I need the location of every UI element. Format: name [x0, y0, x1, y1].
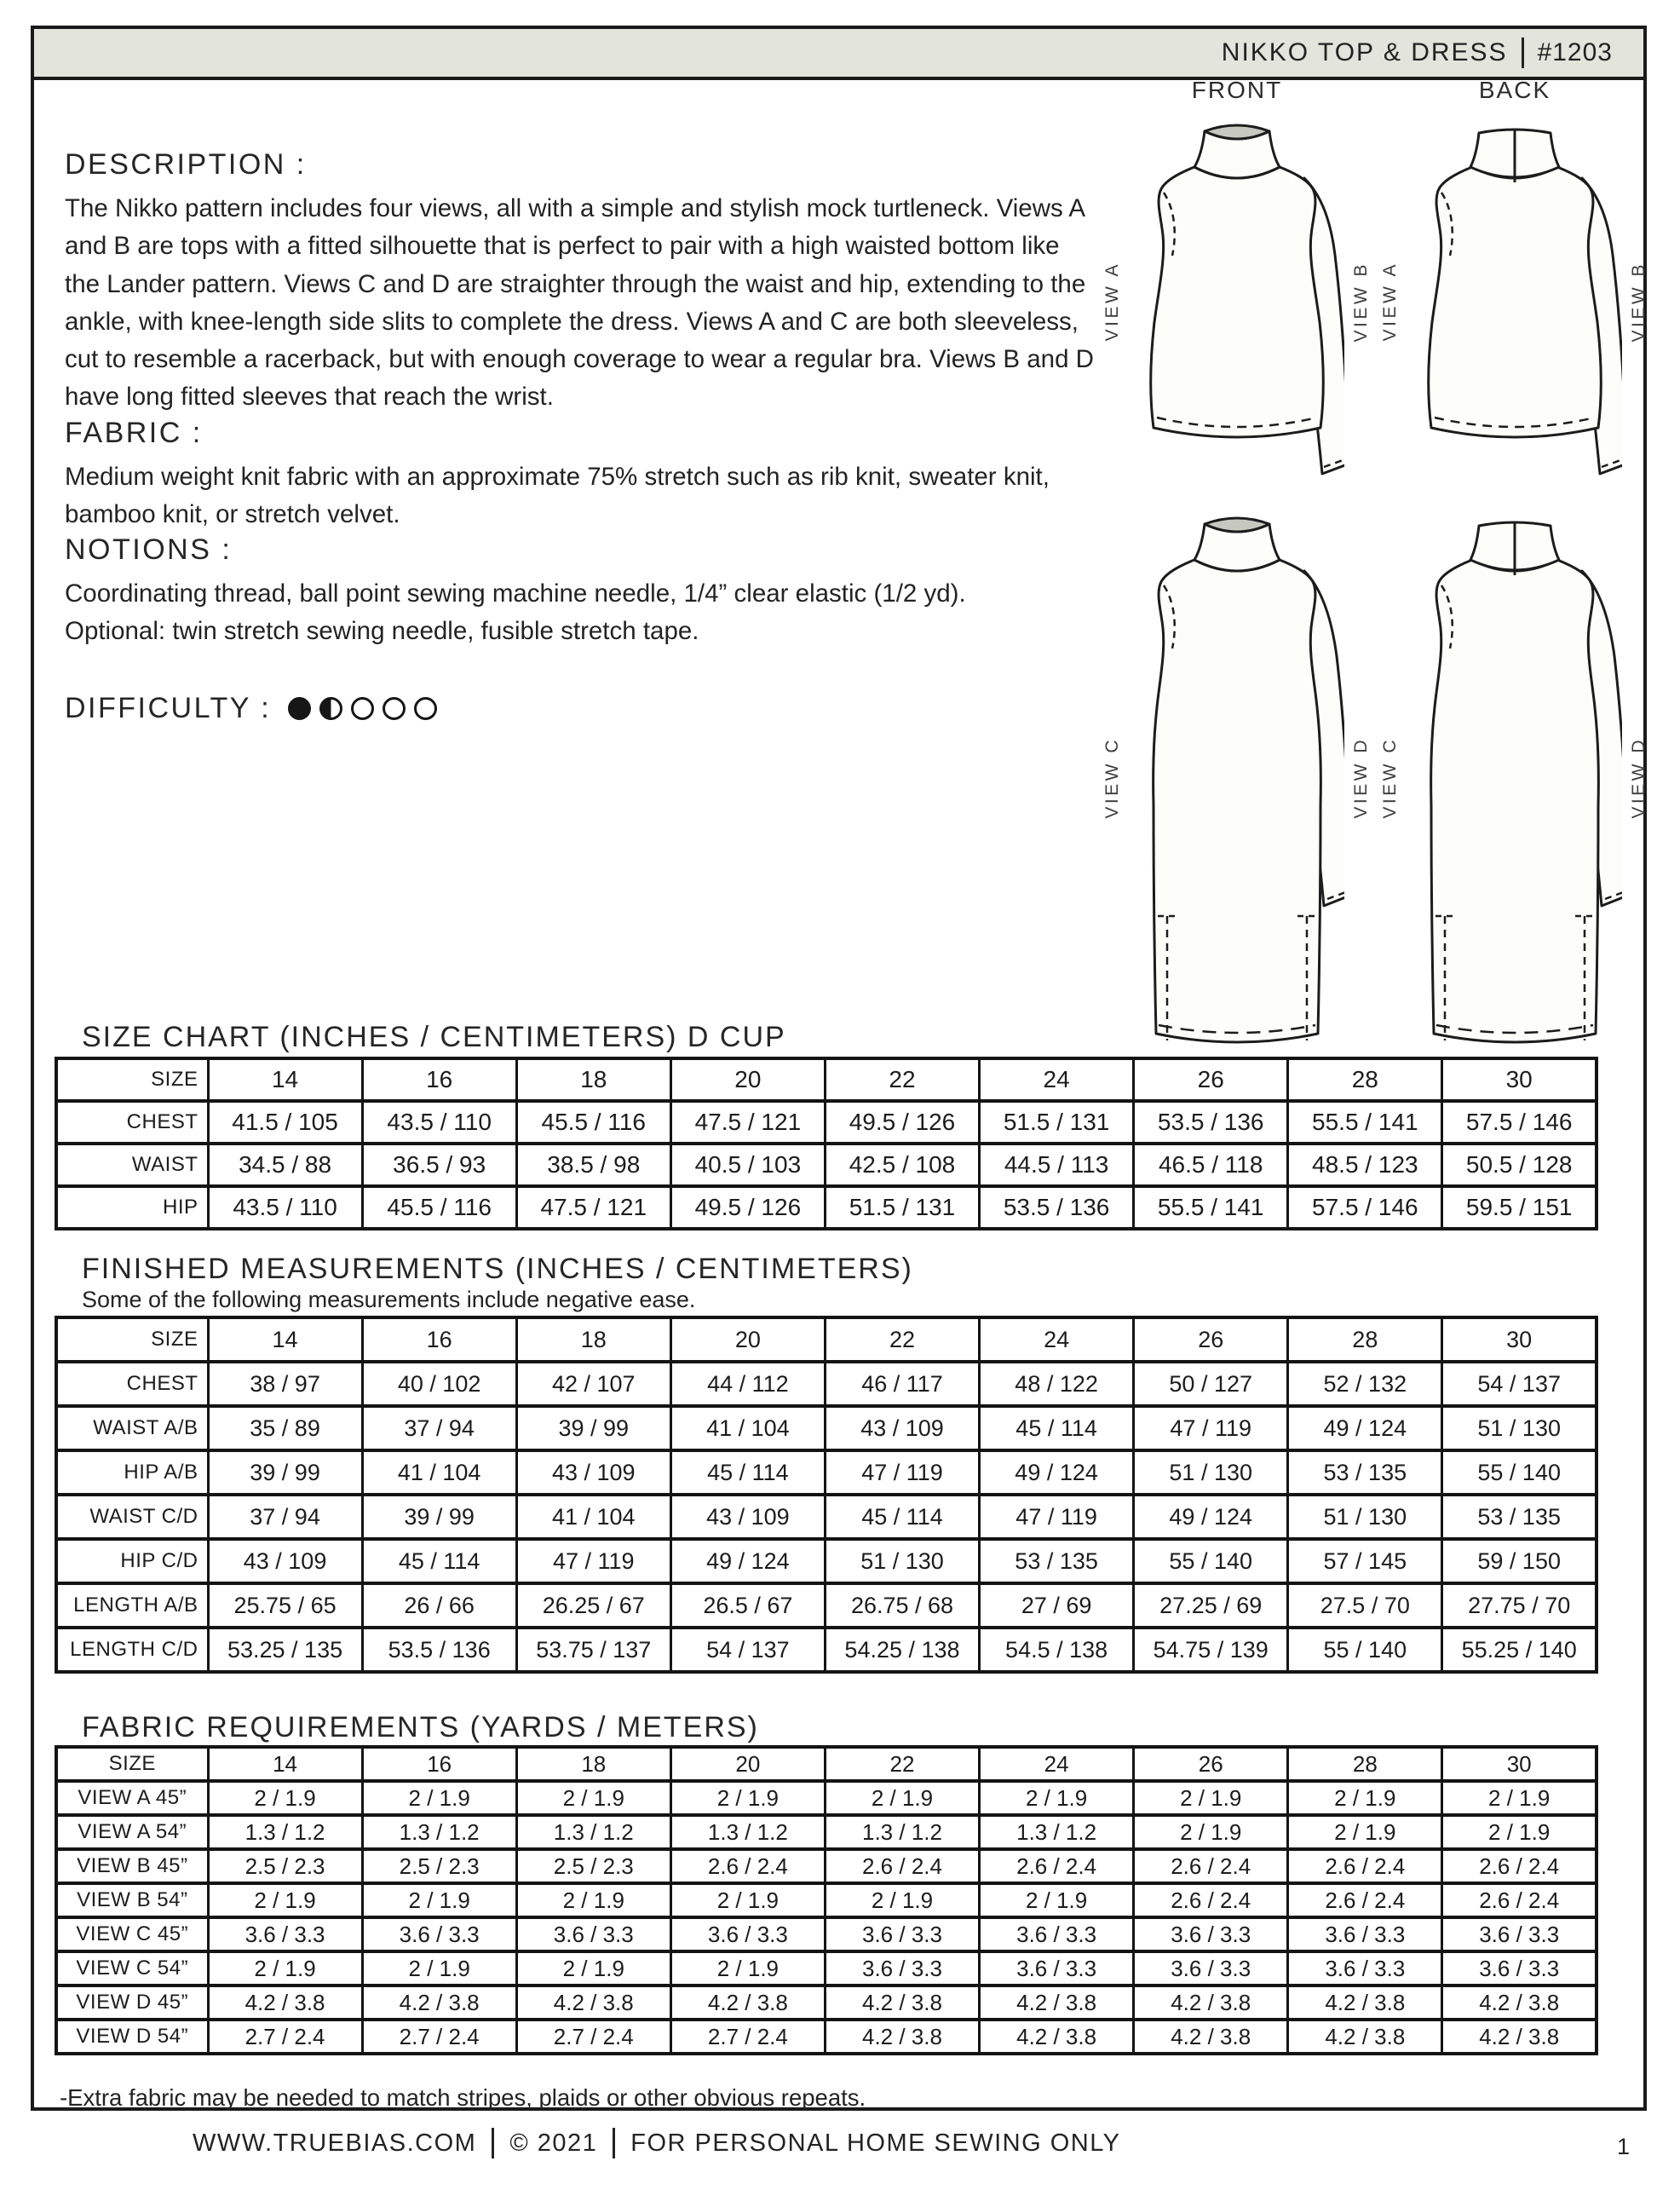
- table-cell: 22: [825, 1317, 979, 1362]
- table-row: [56, 1883, 1597, 1917]
- table-cell: 4.2 / 3.8: [1288, 1985, 1442, 2020]
- table-cell: 49 / 124: [1288, 1406, 1442, 1450]
- table-cell: 45 / 114: [362, 1539, 516, 1583]
- table-cell: 4.2 / 3.8: [1134, 2020, 1288, 2054]
- view-c-label: VIEW C: [1380, 737, 1400, 819]
- table-cell: 3.6 / 3.3: [980, 1917, 1134, 1951]
- top-front-drawing: [1130, 114, 1344, 502]
- table-cell: 3.6 / 3.3: [825, 1951, 979, 1985]
- table-cell: 4.2 / 3.8: [1442, 1985, 1597, 2020]
- table-cell: 40 / 102: [362, 1362, 516, 1406]
- fabric-requirements-title: FABRIC REQUIREMENTS (YARDS / METERS): [82, 1711, 759, 1743]
- row-label: VIEW C 54”: [56, 1951, 208, 1985]
- row-label: HIP A/B: [56, 1450, 208, 1495]
- dress-front-illustration: [1102, 507, 1371, 1069]
- table-cell: 24: [980, 1317, 1134, 1362]
- table-cell: 54.25 / 138: [825, 1628, 979, 1672]
- table-cell: 45 / 114: [825, 1495, 979, 1539]
- table-cell: 43 / 109: [670, 1495, 825, 1539]
- notions-text-line2: Optional: twin stretch sewing needle, fusible stretch tape.: [65, 617, 699, 646]
- table-cell: 4.2 / 3.8: [980, 1985, 1134, 2020]
- table-cell: 1.3 / 1.2: [825, 1815, 979, 1849]
- row-label: WAIST: [56, 1144, 208, 1186]
- table-cell: 2.6 / 2.4: [1134, 1883, 1288, 1917]
- table-cell: 2.6 / 2.4: [1442, 1883, 1597, 1917]
- table-row: [56, 1450, 1597, 1495]
- table-cell: 2 / 1.9: [362, 1951, 516, 1985]
- table-cell: 2.5 / 2.3: [516, 1849, 670, 1883]
- table-cell: 48.5 / 123: [1288, 1144, 1442, 1186]
- table-cell: 45.5 / 116: [362, 1186, 516, 1229]
- table-cell: 20: [670, 1317, 825, 1362]
- table-cell: 28: [1288, 1747, 1442, 1781]
- row-label: WAIST A/B: [56, 1406, 208, 1450]
- table-cell: 50 / 127: [1134, 1362, 1288, 1406]
- table-cell: 3.6 / 3.3: [1442, 1917, 1597, 1951]
- table-cell: 53.75 / 137: [516, 1628, 670, 1672]
- table-cell: 3.6 / 3.3: [980, 1951, 1134, 1985]
- table-cell: 51.5 / 131: [825, 1186, 979, 1229]
- size-chart-title: SIZE CHART (INCHES / CENTIMETERS) D CUP: [82, 1021, 786, 1053]
- view-a-label: VIEW A: [1380, 261, 1400, 341]
- table-cell: 4.2 / 3.8: [670, 1985, 825, 2020]
- table-cell: 40.5 / 103: [670, 1144, 825, 1186]
- table-cell: 39 / 99: [362, 1495, 516, 1539]
- table-cell: 2.6 / 2.4: [1288, 1883, 1442, 1917]
- header-band: [34, 29, 1643, 80]
- difficulty-dot-empty: [383, 697, 406, 720]
- table-cell: 41 / 104: [516, 1495, 670, 1539]
- table-cell: 27.75 / 70: [1442, 1583, 1597, 1628]
- table-row: [56, 1144, 1597, 1186]
- footer-divider: [613, 2128, 615, 2158]
- view-d-label: VIEW D: [1629, 737, 1648, 819]
- size-chart-table: [55, 1057, 1598, 1230]
- difficulty-dot-half: [319, 697, 342, 720]
- table-cell: 2 / 1.9: [516, 1951, 670, 1985]
- table-cell: 26: [1134, 1058, 1288, 1101]
- table-cell: 1.3 / 1.2: [980, 1815, 1134, 1849]
- table-cell: 4.2 / 3.8: [980, 2020, 1134, 2054]
- table-cell: 57.5 / 146: [1288, 1186, 1442, 1229]
- table-cell: 2.7 / 2.4: [516, 2020, 670, 2054]
- front-view-label: FRONT: [1191, 77, 1283, 103]
- row-label: VIEW D 45”: [56, 1985, 208, 2020]
- table-cell: 57 / 145: [1288, 1539, 1442, 1583]
- table-cell: 35 / 89: [208, 1406, 362, 1450]
- table-cell: 3.6 / 3.3: [516, 1917, 670, 1951]
- table-cell: 49.5 / 126: [825, 1101, 979, 1144]
- table-cell: 34.5 / 88: [208, 1144, 362, 1186]
- table-cell: 24: [980, 1747, 1134, 1781]
- table-cell: 38 / 97: [208, 1362, 362, 1406]
- table-row: [56, 1539, 1597, 1583]
- table-cell: 22: [825, 1058, 979, 1101]
- table-cell: 2 / 1.9: [1288, 1815, 1442, 1849]
- table-cell: 28: [1288, 1058, 1442, 1101]
- info-column: [65, 148, 1101, 725]
- table-cell: 2.5 / 2.3: [208, 1849, 362, 1883]
- table-cell: 53 / 135: [980, 1539, 1134, 1583]
- table-cell: 44.5 / 113: [980, 1144, 1134, 1186]
- table-cell: 2.6 / 2.4: [1288, 1849, 1442, 1883]
- table-cell: 2 / 1.9: [670, 1781, 825, 1815]
- table-cell: 2 / 1.9: [980, 1883, 1134, 1917]
- table-cell: 3.6 / 3.3: [1134, 1951, 1288, 1985]
- table-cell: 2.6 / 2.4: [825, 1849, 979, 1883]
- garment-illustrations: [1101, 77, 1653, 1125]
- view-d-label: VIEW D: [1351, 737, 1371, 819]
- footer-website: WWW.TRUEBIAS.COM: [193, 2129, 477, 2157]
- table-cell: 2 / 1.9: [1442, 1781, 1597, 1815]
- table-cell: 26.5 / 67: [670, 1583, 825, 1628]
- table-cell: 2.7 / 2.4: [670, 2020, 825, 2054]
- fabric-footnote: -Extra fabric may be needed to match stripes, plaids or other obvious repeats.: [60, 2084, 866, 2111]
- difficulty-dot-empty: [414, 697, 437, 720]
- table-cell: 43 / 109: [516, 1450, 670, 1495]
- table-cell: 2 / 1.9: [516, 1781, 670, 1815]
- table-cell: 4.2 / 3.8: [516, 1985, 670, 2020]
- table-cell: 18: [516, 1058, 670, 1101]
- table-cell: 53.5 / 136: [980, 1186, 1134, 1229]
- table-cell: 2 / 1.9: [1442, 1815, 1597, 1849]
- table-cell: 51 / 130: [1288, 1495, 1442, 1539]
- table-cell: 16: [362, 1317, 516, 1362]
- table-cell: 27.25 / 69: [1134, 1583, 1288, 1628]
- table-cell: 47 / 119: [1134, 1406, 1288, 1450]
- row-label: VIEW A 54”: [56, 1815, 208, 1849]
- table-cell: 51 / 130: [1134, 1450, 1288, 1495]
- table-row: [56, 1747, 1597, 1781]
- table-cell: 45 / 114: [670, 1450, 825, 1495]
- table-cell: 39 / 99: [208, 1450, 362, 1495]
- table-cell: 54.5 / 138: [980, 1628, 1134, 1672]
- finished-measurements-title: FINISHED MEASUREMENTS (INCHES / CENTIMETERS): [82, 1253, 913, 1285]
- size-header-label: SIZE: [56, 1747, 208, 1781]
- table-cell: 42.5 / 108: [825, 1144, 979, 1186]
- table-cell: 43 / 109: [208, 1539, 362, 1583]
- table-cell: 1.3 / 1.2: [516, 1815, 670, 1849]
- table-cell: 57.5 / 146: [1442, 1101, 1597, 1144]
- table-cell: 2.7 / 2.4: [362, 2020, 516, 2054]
- table-cell: 2.6 / 2.4: [980, 1849, 1134, 1883]
- table-cell: 26 / 66: [362, 1583, 516, 1628]
- finished-measurements-table: [55, 1316, 1598, 1674]
- table-row: [56, 1495, 1597, 1539]
- table-cell: 24: [980, 1058, 1134, 1101]
- table-cell: 1.3 / 1.2: [208, 1815, 362, 1849]
- header-divider: [1522, 37, 1524, 68]
- page-number: 1: [1617, 2134, 1631, 2159]
- table-cell: 27.5 / 70: [1288, 1583, 1442, 1628]
- footer: [193, 2128, 1121, 2158]
- table-cell: 1.3 / 1.2: [362, 1815, 516, 1849]
- row-label: HIP: [56, 1186, 208, 1229]
- table-cell: 2 / 1.9: [362, 1781, 516, 1815]
- table-row: [56, 1781, 1597, 1815]
- table-cell: 28: [1288, 1317, 1442, 1362]
- view-b-label: VIEW B: [1351, 261, 1371, 343]
- table-cell: 3.6 / 3.3: [1288, 1917, 1442, 1951]
- row-label: VIEW B 54”: [56, 1883, 208, 1917]
- table-cell: 55.5 / 141: [1288, 1101, 1442, 1144]
- top-back-illustration: [1380, 114, 1648, 502]
- table-cell: 49.5 / 126: [670, 1186, 825, 1229]
- top-front-illustration: [1102, 114, 1371, 502]
- table-cell: 2.6 / 2.4: [1442, 1849, 1597, 1883]
- page-frame: [31, 26, 1647, 2111]
- table-cell: 51.5 / 131: [980, 1101, 1134, 1144]
- table-cell: 47.5 / 121: [670, 1101, 825, 1144]
- table-row: [56, 1849, 1597, 1883]
- table-cell: 49 / 124: [980, 1450, 1134, 1495]
- table-cell: 2 / 1.9: [825, 1781, 979, 1815]
- table-row: [56, 1583, 1597, 1628]
- measurement-table: [55, 1745, 1598, 2055]
- table-cell: 2 / 1.9: [1288, 1781, 1442, 1815]
- table-cell: 20: [670, 1747, 825, 1781]
- table-cell: 30: [1442, 1317, 1597, 1362]
- table-cell: 47.5 / 121: [516, 1186, 670, 1229]
- table-cell: 54 / 137: [1442, 1362, 1597, 1406]
- table-cell: 55 / 140: [1288, 1628, 1442, 1672]
- table-cell: 43.5 / 110: [362, 1101, 516, 1144]
- table-cell: 4.2 / 3.8: [1288, 2020, 1442, 2054]
- table-cell: 44 / 112: [670, 1362, 825, 1406]
- table-cell: 36.5 / 93: [362, 1144, 516, 1186]
- row-label: WAIST C/D: [56, 1495, 208, 1539]
- table-cell: 14: [208, 1317, 362, 1362]
- measurement-table: [55, 1057, 1598, 1230]
- finished-measurements-subtitle: Some of the following measurements include negative ease.: [82, 1287, 696, 1312]
- table-cell: 45 / 114: [980, 1406, 1134, 1450]
- table-cell: 53.5 / 136: [1134, 1101, 1288, 1144]
- table-cell: 51 / 130: [825, 1539, 979, 1583]
- table-row: [56, 1406, 1597, 1450]
- row-label: VIEW D 54”: [56, 2020, 208, 2054]
- table-row: [56, 2020, 1597, 2054]
- table-cell: 59 / 150: [1442, 1539, 1597, 1583]
- table-cell: 1.3 / 1.2: [670, 1815, 825, 1849]
- table-cell: 2 / 1.9: [516, 1883, 670, 1917]
- table-row: [56, 1362, 1597, 1406]
- dress-back-drawing: [1407, 507, 1622, 1069]
- table-cell: 53 / 135: [1442, 1495, 1597, 1539]
- row-label: VIEW B 45”: [56, 1849, 208, 1883]
- table-cell: 47 / 119: [516, 1539, 670, 1583]
- size-header-label: SIZE: [56, 1058, 208, 1101]
- row-label: VIEW A 45”: [56, 1781, 208, 1815]
- table-cell: 46 / 117: [825, 1362, 979, 1406]
- table-cell: 3.6 / 3.3: [208, 1917, 362, 1951]
- footer-license: FOR PERSONAL HOME SEWING ONLY: [630, 2129, 1121, 2157]
- view-a-label: VIEW A: [1102, 261, 1122, 341]
- table-cell: 51 / 130: [1442, 1406, 1597, 1450]
- table-cell: 54 / 137: [670, 1628, 825, 1672]
- table-cell: 3.6 / 3.3: [362, 1917, 516, 1951]
- table-cell: 41 / 104: [670, 1406, 825, 1450]
- top-back-drawing: [1407, 114, 1622, 502]
- pattern-number: #1203: [1537, 38, 1613, 66]
- measurement-table: [55, 1316, 1598, 1674]
- dress-back-illustration: [1380, 507, 1648, 1069]
- table-cell: 43 / 109: [825, 1406, 979, 1450]
- table-cell: 41 / 104: [362, 1450, 516, 1495]
- table-cell: 53 / 135: [1288, 1450, 1442, 1495]
- table-cell: 47 / 119: [825, 1450, 979, 1495]
- table-cell: 26: [1134, 1317, 1288, 1362]
- row-label: LENGTH A/B: [56, 1583, 208, 1628]
- table-cell: 53.5 / 136: [362, 1628, 516, 1672]
- notions-heading: NOTIONS :: [65, 533, 233, 566]
- table-cell: 2.7 / 2.4: [208, 2020, 362, 2054]
- table-cell: 4.2 / 3.8: [1134, 1985, 1288, 2020]
- row-label: LENGTH C/D: [56, 1628, 208, 1672]
- table-cell: 2 / 1.9: [825, 1883, 979, 1917]
- table-cell: 25.75 / 65: [208, 1583, 362, 1628]
- row-label: VIEW C 45”: [56, 1917, 208, 1951]
- view-b-label: VIEW B: [1629, 261, 1648, 343]
- table-row: [56, 1815, 1597, 1849]
- table-row: [56, 1951, 1597, 1985]
- table-cell: 2.6 / 2.4: [670, 1849, 825, 1883]
- table-cell: 14: [208, 1058, 362, 1101]
- table-cell: 30: [1442, 1747, 1597, 1781]
- fabric-heading: FABRIC :: [65, 416, 203, 449]
- table-cell: 20: [670, 1058, 825, 1101]
- table-cell: 3.6 / 3.3: [1288, 1951, 1442, 1985]
- table-cell: 39 / 99: [516, 1406, 670, 1450]
- difficulty-dot-full: [288, 697, 311, 720]
- footer-divider: [492, 2128, 494, 2158]
- table-cell: 43.5 / 110: [208, 1186, 362, 1229]
- table-cell: 47 / 119: [980, 1495, 1134, 1539]
- table-row: [56, 1101, 1597, 1144]
- table-cell: 2 / 1.9: [1134, 1815, 1288, 1849]
- notions-text-line1: Coordinating thread, ball point sewing machine needle, 1/4” clear elastic (1/2 yd).: [65, 579, 966, 608]
- table-cell: 49 / 124: [1134, 1495, 1288, 1539]
- table-row: [56, 1628, 1597, 1672]
- table-cell: 4.2 / 3.8: [208, 1985, 362, 2020]
- fabric-text: Medium weight knit fabric with an approximate 75% stretch such as rib knit, sweater knit, bamboo knit, or stretch velvet.: [65, 462, 1050, 528]
- table-cell: 27 / 69: [980, 1583, 1134, 1628]
- table-cell: 26.25 / 67: [516, 1583, 670, 1628]
- table-cell: 52 / 132: [1288, 1362, 1442, 1406]
- table-cell: 55.5 / 141: [1134, 1186, 1288, 1229]
- table-row: [56, 1058, 1597, 1101]
- table-cell: 16: [362, 1058, 516, 1101]
- table-cell: 26: [1134, 1747, 1288, 1781]
- table-cell: 48 / 122: [980, 1362, 1134, 1406]
- fabric-requirements-table: [55, 1745, 1598, 2055]
- table-cell: 37 / 94: [208, 1495, 362, 1539]
- row-label: HIP C/D: [56, 1539, 208, 1583]
- table-cell: 55 / 140: [1442, 1450, 1597, 1495]
- table-cell: 2 / 1.9: [208, 1781, 362, 1815]
- table-cell: 3.6 / 3.3: [825, 1917, 979, 1951]
- table-cell: 4.2 / 3.8: [825, 2020, 979, 2054]
- view-c-label: VIEW C: [1102, 737, 1122, 819]
- table-row: [56, 1917, 1597, 1951]
- difficulty-dot-empty: [351, 697, 374, 720]
- table-cell: 3.6 / 3.3: [1442, 1951, 1597, 1985]
- size-header-label: SIZE: [56, 1317, 208, 1362]
- table-cell: 54.75 / 139: [1134, 1628, 1288, 1672]
- footer-copyright: © 2021: [509, 2129, 598, 2157]
- table-cell: 2 / 1.9: [208, 1951, 362, 1985]
- table-cell: 18: [516, 1747, 670, 1781]
- table-cell: 45.5 / 116: [516, 1101, 670, 1144]
- table-cell: 55.25 / 140: [1442, 1628, 1597, 1672]
- table-cell: 49 / 124: [670, 1539, 825, 1583]
- table-cell: 2 / 1.9: [362, 1883, 516, 1917]
- description-text: The Nikko pattern includes four views, all with a simple and stylish mock turtleneck. Views A and B are tops with a fitted silhouette that is perfect to pair with a high waisted bottom like the Lander pattern. Views C and D are straighter through the waist and hip, extending to the ankle, with knee-length side slits to complete the dress. Views A and C are both sleeveless, cut to resemble a racerback, but with enough coverage to wear a regular bra. Views B and D have long fitted sleeves that reach the wrist.: [65, 194, 1094, 412]
- table-row: [56, 1985, 1597, 2020]
- table-cell: 2 / 1.9: [1134, 1781, 1288, 1815]
- table-cell: 46.5 / 118: [1134, 1144, 1288, 1186]
- table-cell: 22: [825, 1747, 979, 1781]
- table-row: [56, 1186, 1597, 1229]
- table-cell: 3.6 / 3.3: [670, 1917, 825, 1951]
- table-cell: 18: [516, 1317, 670, 1362]
- table-cell: 2 / 1.9: [670, 1883, 825, 1917]
- table-cell: 38.5 / 98: [516, 1144, 670, 1186]
- table-cell: 14: [208, 1747, 362, 1781]
- table-cell: 4.2 / 3.8: [362, 1985, 516, 2020]
- table-cell: 50.5 / 128: [1442, 1144, 1597, 1186]
- difficulty-row: [65, 692, 1101, 725]
- table-cell: 55 / 140: [1134, 1539, 1288, 1583]
- table-row: [56, 1317, 1597, 1362]
- table-cell: 2.6 / 2.4: [1134, 1849, 1288, 1883]
- table-cell: 42 / 107: [516, 1362, 670, 1406]
- table-cell: 26.75 / 68: [825, 1583, 979, 1628]
- table-cell: 16: [362, 1747, 516, 1781]
- table-cell: 37 / 94: [362, 1406, 516, 1450]
- back-view-label: BACK: [1478, 77, 1551, 103]
- table-cell: 2 / 1.9: [670, 1951, 825, 1985]
- table-cell: 3.6 / 3.3: [1134, 1917, 1288, 1951]
- table-cell: 4.2 / 3.8: [1442, 2020, 1597, 2054]
- difficulty-rating: [288, 697, 437, 720]
- table-cell: 2 / 1.9: [208, 1883, 362, 1917]
- table-cell: 30: [1442, 1058, 1597, 1101]
- table-cell: 53.25 / 135: [208, 1628, 362, 1672]
- table-cell: 2 / 1.9: [980, 1781, 1134, 1815]
- table-cell: 4.2 / 3.8: [825, 1985, 979, 2020]
- description-heading: DESCRIPTION :: [65, 148, 307, 181]
- row-label: CHEST: [56, 1101, 208, 1144]
- dress-front-drawing: [1130, 507, 1344, 1069]
- table-cell: 59.5 / 151: [1442, 1186, 1597, 1229]
- table-cell: 2.5 / 2.3: [362, 1849, 516, 1883]
- pattern-title: NIKKO TOP & DRESS: [1221, 38, 1508, 66]
- difficulty-heading: DIFFICULTY :: [65, 691, 272, 724]
- row-label: CHEST: [56, 1362, 208, 1406]
- table-cell: 41.5 / 105: [208, 1101, 362, 1144]
